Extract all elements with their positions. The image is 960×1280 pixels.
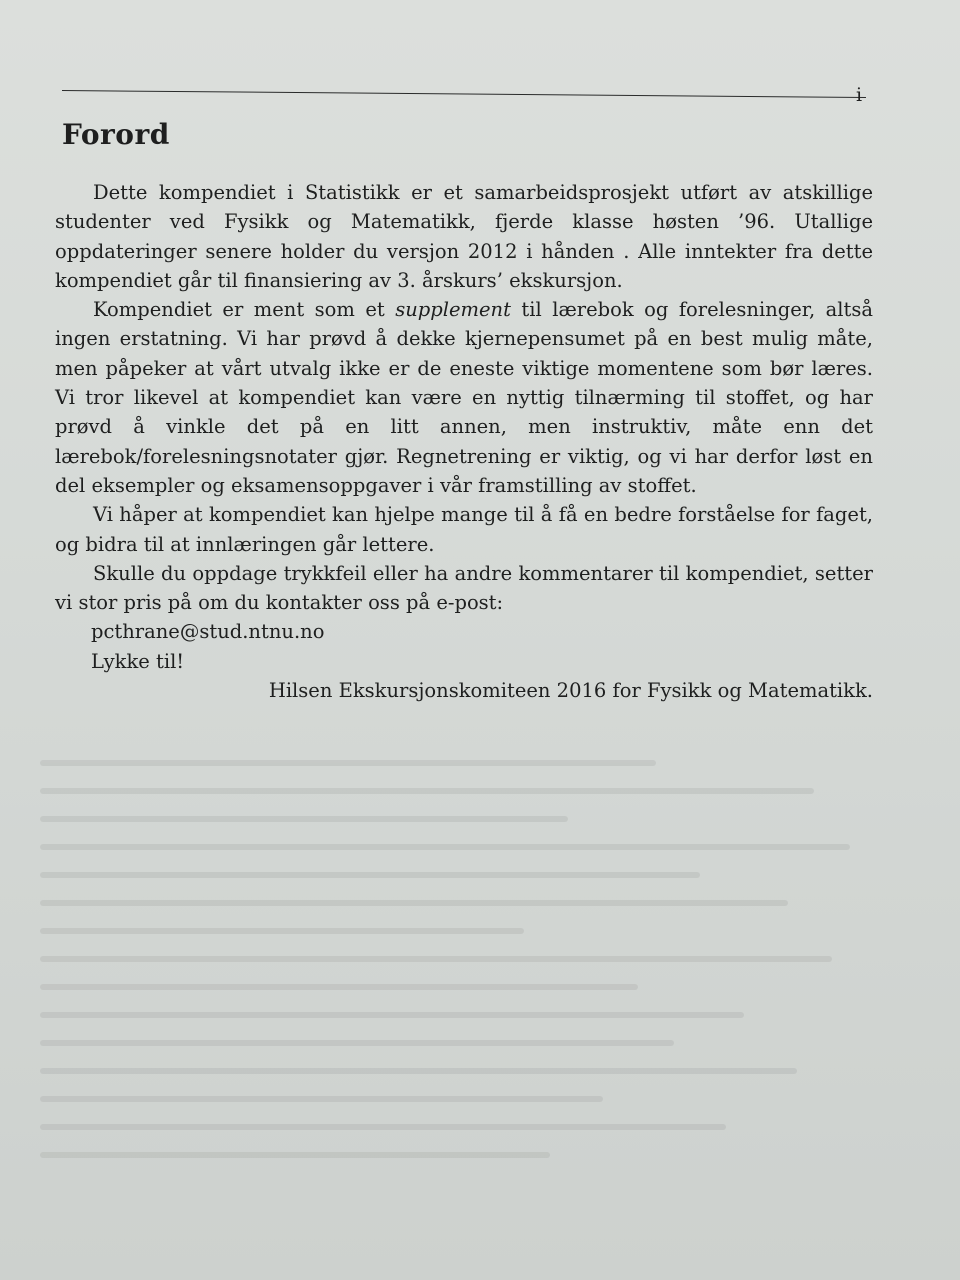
header-rule (62, 90, 866, 98)
paragraph-purpose (55, 295, 873, 500)
signature: Hilsen Ekskursjonskomiteen 2016 for Fysikk og Matematikk. (268, 679, 873, 703)
paragraph-feedback: Skulle du oppdage trykkfeil eller ha andre kommentarer til kompendiet, setter vi stor pris på om du kontakter oss på e-post: (55, 561, 873, 615)
bleed-through-shadow (40, 760, 920, 1260)
page-number: i (856, 84, 863, 106)
contact-email: pcthrane@stud.ntnu.no (91, 620, 325, 644)
paragraph-purpose-rest: til lærebok og forelesninger, altså ingen erstatning. Vi har prøvd å dekke kjernepensumet på en best mulig måte, men påpeker at vårt utvalg ikke er de eneste viktige momentene som bør læres. Vi tror likevel at kompendiet kan være en nyttig tilnærming til stoffet, og har prøvd å vinkle det på en litt annen, men instruktiv, måte enn det lærebok/forelesningsnotater gjør. Regnetrening er viktig, og vi har derfor løst en del eksempler og eksamensoppgaver i vår framstilling av stoffet. (55, 298, 873, 497)
paragraph-intro: Dette kompendiet i Statistikk er et samarbeidsprosjekt utført av atskillige studenter ved Fysikk og Matematikk, fjerde klasse høsten ’96. Utallige oppdateringer senere holder du versjon 2012 i hånden . Alle inntekter fra dette kompendiet går til finansiering av 3. årskurs’ ekskursjon. (55, 181, 873, 292)
paragraph-hope: Vi håper at kompendiet kan hjelpe mange til å få en bedre forståelse for faget, og bidra til at innlæringen går lettere. (55, 503, 873, 556)
page-title: Forord (62, 118, 170, 151)
paragraph-purpose-start: Kompendiet er ment som et (93, 298, 396, 322)
closing-text: Lykke til! (91, 649, 185, 673)
emphasis-supplement: supplement (395, 298, 511, 322)
body-text (55, 178, 873, 705)
